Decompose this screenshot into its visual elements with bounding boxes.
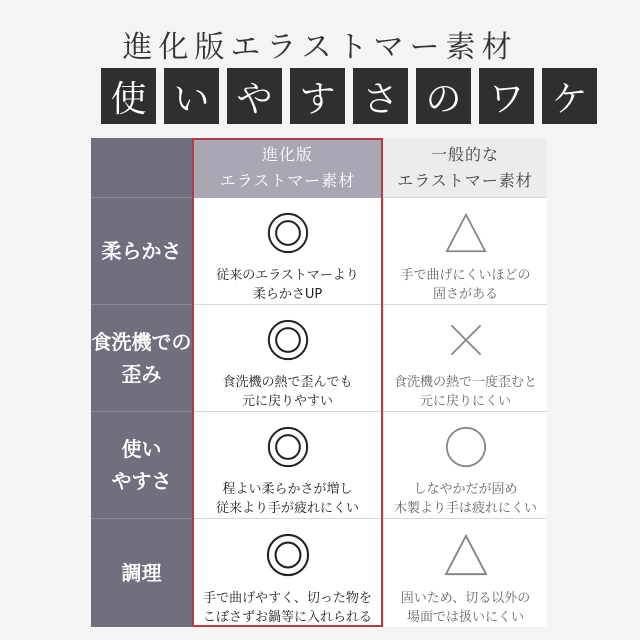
cell-evolved-cooking <box>192 519 383 627</box>
cell-text: しなやかだが固め 木製より手は疲れにくい <box>393 482 537 516</box>
title-char: さ <box>353 68 408 124</box>
column-header-general: 一般的な エラストマー素材 <box>383 138 547 198</box>
double-circle-icon <box>265 319 311 361</box>
triangle-icon <box>443 533 489 577</box>
corner-cell <box>91 138 192 198</box>
title-char: 使 <box>101 68 156 124</box>
cell-evolved-softness <box>192 198 383 305</box>
row-header-softness: 柔らかさ <box>91 198 192 305</box>
title-char: す <box>290 68 345 124</box>
row-header-usability: 使い やすさ <box>91 412 192 519</box>
cross-icon <box>443 319 489 361</box>
row-header-cooking: 調理 <box>91 519 192 627</box>
title-char: や <box>227 68 282 124</box>
cell-text: 固いため、切る以外の 場面では扱いにくい <box>400 591 531 625</box>
cell-text: 手で曲げやすく、切った物を こぼさずお鍋等に入れられる <box>202 591 372 625</box>
cell-general-softness <box>383 198 547 305</box>
comparison-table <box>91 138 547 627</box>
triangle-icon <box>443 212 489 254</box>
row-header-dishwasher: 食洗機での 歪み <box>91 305 192 412</box>
cell-text: 食洗機の熱で一度歪むと 元に戻りにくい <box>393 375 537 409</box>
circle-icon <box>443 426 489 468</box>
column-header-evolved: 進化版 エラストマー素材 <box>192 138 383 198</box>
title-char: ケ <box>542 68 597 124</box>
double-circle-icon <box>265 426 311 468</box>
subtitle: 進化版エラストマー素材 <box>122 30 518 65</box>
title-char: い <box>164 68 219 124</box>
cell-text: 食洗機の熱で歪んでも 元に戻りやすい <box>222 375 353 409</box>
double-circle-icon <box>265 533 311 577</box>
cell-evolved-dishwasher <box>192 305 383 412</box>
cell-text: 程よい柔らかさが増し 従来より手が疲れにくい <box>215 482 359 516</box>
cell-general-usability <box>383 412 547 519</box>
cell-general-cooking <box>383 519 547 627</box>
title-char: ワ <box>479 68 534 124</box>
cell-evolved-usability <box>192 412 383 519</box>
cell-text: 従来のエラストマーより 柔らかさUP <box>216 268 359 302</box>
cell-general-dishwasher <box>383 305 547 412</box>
cell-text: 手で曲げにくいほどの 固さがある <box>400 268 531 302</box>
double-circle-icon <box>265 212 311 254</box>
title-banner <box>101 68 597 124</box>
title-char: の <box>416 68 471 124</box>
